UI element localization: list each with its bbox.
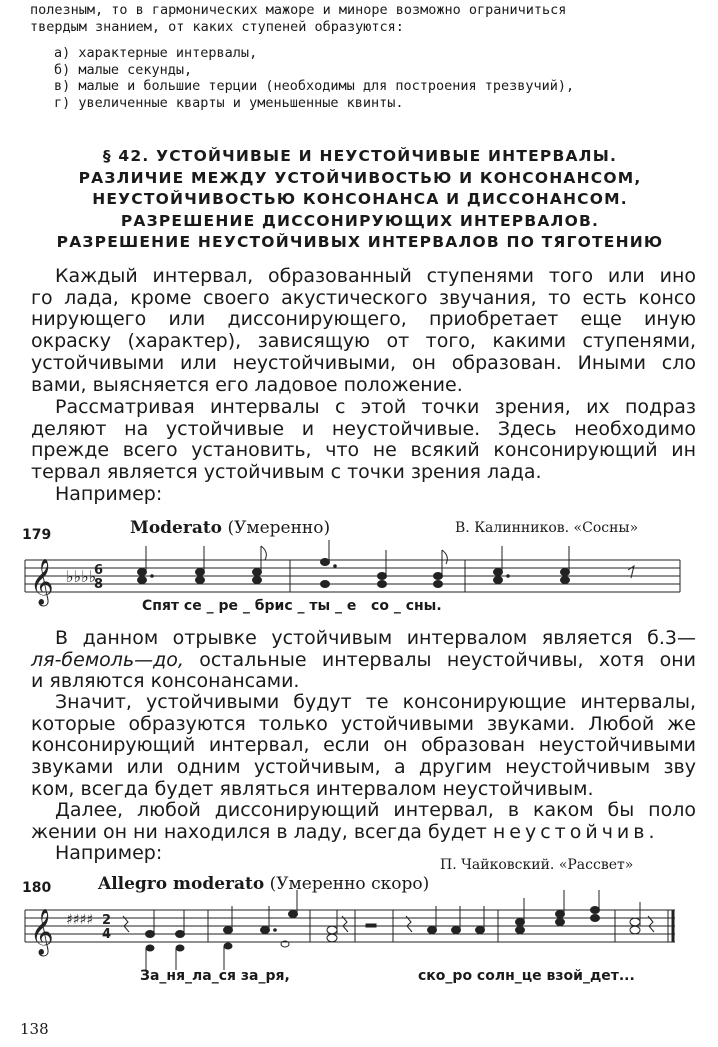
paragraph-3: [31, 628, 696, 693]
lyrics: За_ня_ла_ся за_ря,: [140, 968, 290, 984]
example-number: 179: [22, 527, 52, 543]
composer-credit: В. Калинников. «Сосны»: [455, 520, 639, 536]
lyrics: ско_ро солн_це взой_дет...: [418, 968, 635, 984]
example-intro: Например:: [55, 842, 163, 865]
list-item: б) малые секунды,: [54, 61, 193, 78]
intro-line: твердым знанием, от каких ступеней образуются:: [30, 18, 404, 35]
composer-credit: П. Чайковский. «Рассвет»: [440, 857, 634, 873]
text-line: деляют на устойчивые и неустойчивые. Здесь необходимо: [31, 417, 696, 440]
text-line: тервал является устойчивым с точки зрения лада.: [31, 461, 542, 484]
text-line: го лада, кроме своего акустического звучания, то есть консо: [31, 286, 696, 309]
page-number: 138: [20, 1020, 49, 1038]
heading-line: НЕУСТОЙЧИВОСТЬЮ КОНСОНАНСА И ДИССОНАНСОМ.: [92, 190, 628, 208]
svg-text:𝄞: 𝄞: [30, 559, 54, 605]
svg-text:6: 6: [94, 563, 104, 578]
tempo-marking: [130, 518, 330, 538]
list-item: в) малые и большие терции (необходимы для построения трезвучий),: [54, 78, 575, 94]
intro-line: полезным, то в гармонических мажоре и миноре возможно ограничиться: [30, 2, 567, 18]
text-line: [31, 650, 696, 672]
text-line: Каждый интервал, образованный ступенями того или ино: [55, 265, 696, 287]
svg-text:𝄞: 𝄞: [30, 909, 54, 955]
heading-line: РАЗРЕШЕНИЕ НЕУСТОЙЧИВЫХ ИНТЕРВАЛОВ ПО ТЯГОТЕНИЮ: [56, 233, 664, 251]
interval-list: [54, 45, 574, 111]
paragraph-5: [31, 800, 696, 865]
music-staff-180: [20, 890, 710, 980]
paragraph-2: [31, 397, 696, 506]
text-line: консонирующий интервал, если он образован неустойчивыми: [31, 734, 696, 757]
svg-text:4: 4: [102, 927, 112, 942]
svg-text:8: 8: [94, 577, 104, 592]
spaced-emphasis: неустойчив.: [492, 820, 659, 843]
example-intro: Например:: [55, 482, 163, 505]
svg-text:♯♯♯♯: ♯♯♯♯: [66, 912, 94, 928]
list-item: г) увеличенные кварты и уменьшенные квинты.: [54, 94, 404, 111]
tempo-main: Allegro moderato: [98, 874, 265, 894]
list-item: а) характерные интервалы,: [54, 45, 258, 61]
example-number: 180: [22, 880, 52, 896]
text-line: звуками или одним устойчивым, а другим неустойчивым зву: [31, 756, 696, 779]
paragraph-4: [31, 692, 696, 801]
text-line: и являются консонансами.: [31, 670, 300, 693]
text-segment: жении он ни находился в ладу, всегда будет: [31, 820, 493, 843]
section-heading: [20, 146, 700, 254]
text-line: окраску (характер), зависящую от того, какими ступенями,: [31, 330, 696, 353]
text-line: [31, 822, 696, 844]
tempo-translation: (Умеренно скоро): [269, 874, 430, 894]
text-line: Далее, любой диссонирующий интервал, в каком бы поло: [55, 799, 696, 821]
text-line: Рассматривая интервалы с этой точки зрения, их подраз: [55, 396, 696, 418]
italic-term: ля-бемоль—до,: [31, 648, 184, 671]
svg-text:♭♭♭♭: ♭♭♭♭: [66, 567, 97, 586]
text-line: ком, всегда будет являться интервалом неустойчивым.: [31, 777, 594, 800]
text-segment: остальные интервалы неустойчивы, хотя они: [183, 648, 696, 671]
text-line: нирующего или диссонирующего, приобретает еще иную: [31, 308, 696, 331]
svg-text:2: 2: [102, 913, 112, 928]
text-line: которые образуются только устойчивыми звуками. Любой же: [31, 712, 696, 735]
text-line: вами, выясняется его ладовое положение.: [31, 373, 463, 396]
paragraph-1: [31, 266, 696, 396]
heading-line: РАЗРЕШЕНИЕ ДИССОНИРУЮЩИХ ИНТЕРВАЛОВ.: [120, 211, 600, 230]
text-line: В данном отрывке устойчивым интервалом является б.3—: [55, 627, 696, 649]
intro-text: [30, 2, 698, 35]
text-line: устойчивыми или неустойчивыми, он образован. Иными сло: [31, 351, 696, 374]
tempo-translation: (Умеренно): [227, 518, 331, 538]
tempo-main: Moderato: [130, 518, 223, 538]
heading-line: § 42. УСТОЙЧИВЫЕ И НЕУСТОЙЧИВЫЕ ИНТЕРВАЛЫ.: [102, 147, 618, 165]
text-line: прежде всего установить, что не всякий консонирующий ин: [31, 439, 696, 462]
text-line: Значит, устойчивыми будут те консонирующие интервалы,: [55, 691, 696, 713]
lyrics: Спят се _ ре _ брис _ ты _ е со _ сны.: [142, 598, 442, 614]
heading-line: РАЗЛИЧИЕ МЕЖДУ УСТОЙЧИВОСТЬЮ И КОНСОНАНСОМ,: [78, 168, 642, 187]
